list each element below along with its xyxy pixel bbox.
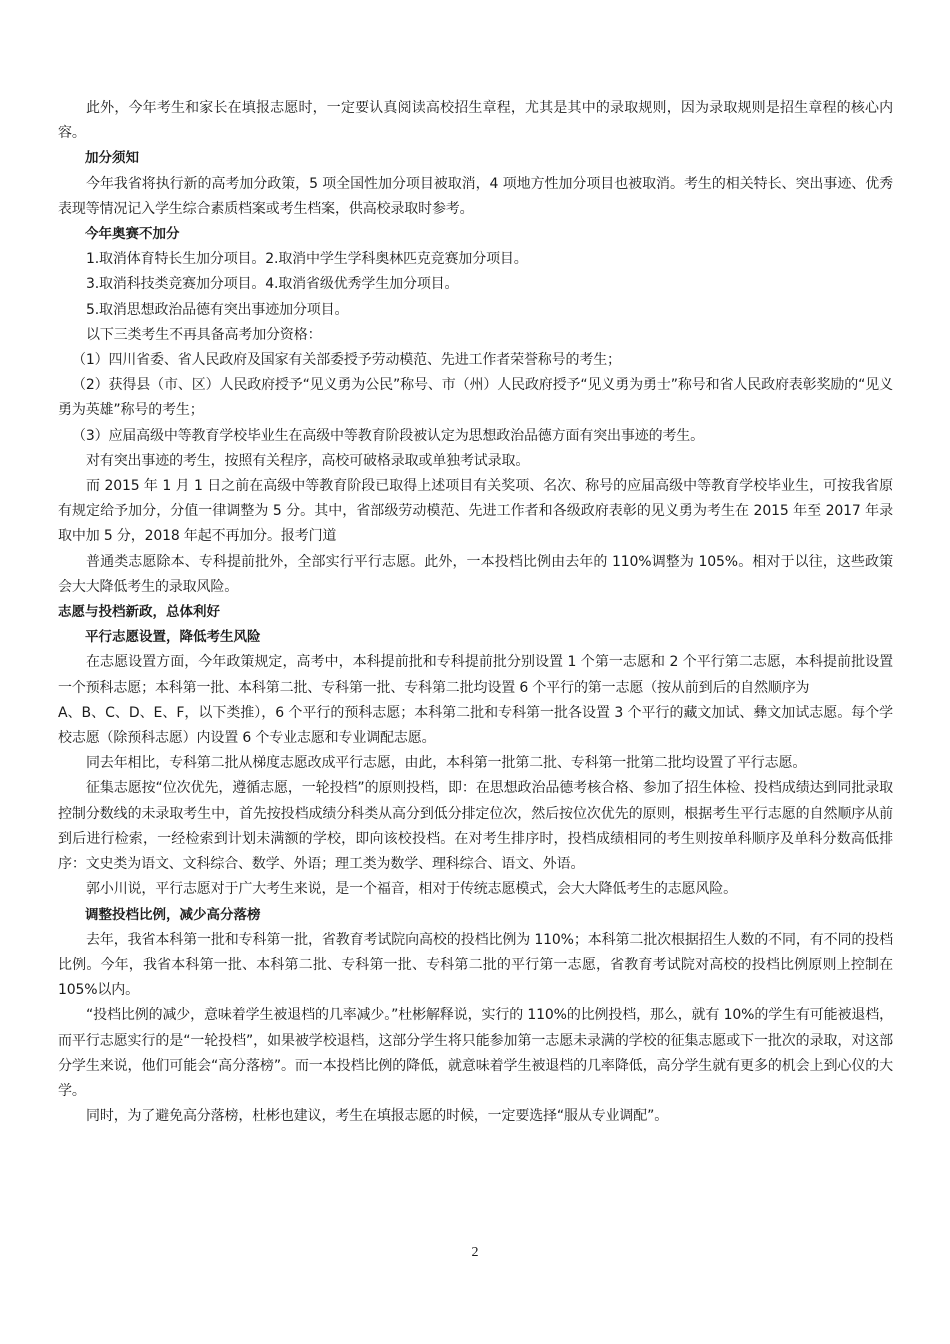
heading-olympiad-no-bonus: 今年奥赛不加分 — [85, 226, 180, 243]
page-number: 2 — [471, 1245, 479, 1260]
paragraph-special-admission: 对有突出事迹的考生，按照有关程序，高校可破格录取或单独考试录取。 — [86, 452, 530, 469]
heading-parallel-setup: 平行志愿设置，降低考生风险 — [85, 629, 261, 646]
paragraph-du-quote: “投档比例的减少，意味着学生被退档的几率减少。”杜彬解释说，实行的 110%的比例投档，那么，就有 10%的学生有可能被退档，而平行志愿实行的是“一轮投档”，如果被学校退档，这部分学生将只能参加第一志愿未录满的学校的征集志愿或下一批次的录取，对这部分学生来说，他们可能会“高分落榜”。而一本投档比例的降低，就意味着学生被退档的几率降低，高分学生就有更多的机会上到心仪的大学。 — [58, 1007, 893, 1099]
list-item-3-4: 3.取消科技类竞赛加分项目。4.取消省级优秀学生加分项目。 — [86, 276, 459, 293]
paragraph-comparison: 同去年相比，专科第二批从梯度志愿改成平行志愿，由此，本科第一批第二批、专科第一批第二批均设置了平行志愿。 — [86, 755, 807, 772]
heading-adjust-ratio: 调整投档比例，减少高分落榜 — [85, 906, 261, 923]
paragraph-volunteer-setup-cont: A、B、C、D、E、F，以下类推），6 个平行的预科志愿；本科第二批和专科第一批各设置 3 个平行的藏文加试、彝文加试志愿。每个学校志愿（除预科志愿）内设置 6 个专业志愿和专业调配志愿。 — [58, 704, 893, 747]
heading-new-policy: 志愿与投档新政，总体利好 — [58, 604, 220, 621]
list-item-5: 5.取消思想政治品德有突出事迹加分项目。 — [86, 301, 349, 318]
paragraph-ratio-change: 去年，我省本科第一批和专科第一批，省教育考试院向高校的投档比例为 110%；本科第二批次根据招生人数的不同，有不同的投档比例。今年，我省本科第一批、本科第二批、专科第一批、专科第二批的平行第一志愿，省教育考试院对高校的投档比例原则上控制在105%以内。 — [58, 931, 893, 999]
paragraph-admission-rules: 此外，今年考生和家长在填报志愿时，一定要认真阅读高校招生章程，尤其是其中的录取规则，因为录取规则是招生章程的核心内容。 — [58, 100, 893, 142]
paragraph-transition-rule: 而 2015 年 1 月 1 日之前在高级中等教育阶段已取得上述项目有关奖项、名次、称号的应届高级中等教育学校毕业生，可按我省原有规定给予加分，分值一律调整为 5 分。其中，省部级劳动模范、先进工作者和各级政府表彰的见义勇为考生在 2015 年至 2017 年录取中加 5 分，2018 年起不再加分。报考门道 — [58, 478, 893, 545]
paragraph-parallel-volunteer: 普通类志愿除本、专科提前批外，全部实行平行志愿。此外，一本投档比例由去年的 110%调整为 105%。相对于以往，这些政策会大大降低考生的录取风险。 — [58, 553, 893, 595]
category-item-1: （1）四川省委、省人民政府及国家有关部委授予劳动模范、先进工作者荣誉称号的考生； — [72, 352, 621, 369]
paragraph-volunteer-setup: 在志愿设置方面，今年政策规定，高考中，本科提前批和专科提前批分别设置 1 个第一志愿和 2 个平行第二志愿，本科提前批设置一个预科志愿；本科第一批、本科第二批、专科第一批、专科第二批均设置 6 个平行的第一志愿（按从前到后的自然顺序为 — [58, 654, 893, 696]
paragraph-three-categories: 以下三类考生不再具备高考加分资格： — [86, 326, 322, 343]
paragraph-solicitation: 征集志愿按“位次优先，遵循志愿，一轮投档”的原则投档，即：在思想政治品德考核合格、参加了招生体检、投档成绩达到同批录取控制分数线的未录取考生中，首先按投档成绩分科类从高分到低分排定位次，然后按位次优先的原则，根据考生平行志愿的自然顺序从前到后进行检索，一经检索到计划未满额的学校，即向该校投档。在对考生排序时，投档成绩相同的考生则按单科顺序及单科分数高低排序：文史类为语文、文科综合、数学、外语；理工类为数学、理科综合、语文、外语。 — [58, 780, 893, 873]
category-item-2: （2）获得县（市、区）人民政府授予“见义勇为公民”称号、市（州）人民政府授予“见义勇为勇士”称号和省人民政府表彰奖励的“见义勇为英雄”称号的考生； — [58, 377, 893, 419]
category-item-3: （3）应届高级中等教育学校毕业生在高级中等教育阶段被认定为思想政治品德方面有突出事迹的考生。 — [72, 427, 705, 444]
list-item-1-2: 1.取消体育特长生加分项目。2.取消中学生学科奥林匹克竞赛加分项目。 — [86, 251, 528, 268]
paragraph-advice: 同时，为了避免高分落榜，杜彬也建议，考生在填报志愿的时候，一定要选择“服从专业调配”。 — [86, 1108, 669, 1125]
paragraph-guo-quote: 郭小川说，平行志愿对于广大考生来说，是一个福音，相对于传统志愿模式，会大大降低考生的志愿风险。 — [86, 881, 737, 898]
paragraph-new-bonus-policy: 今年我省将执行新的高考加分政策，5 项全国性加分项目被取消，4 项地方性加分项目也被取消。考生的相关特长、突出事迹、优秀表现等情况记入学生综合素质档案或考生档案，供高校录取时参考。 — [58, 175, 893, 217]
heading-bonus-notice: 加分须知 — [85, 150, 139, 167]
